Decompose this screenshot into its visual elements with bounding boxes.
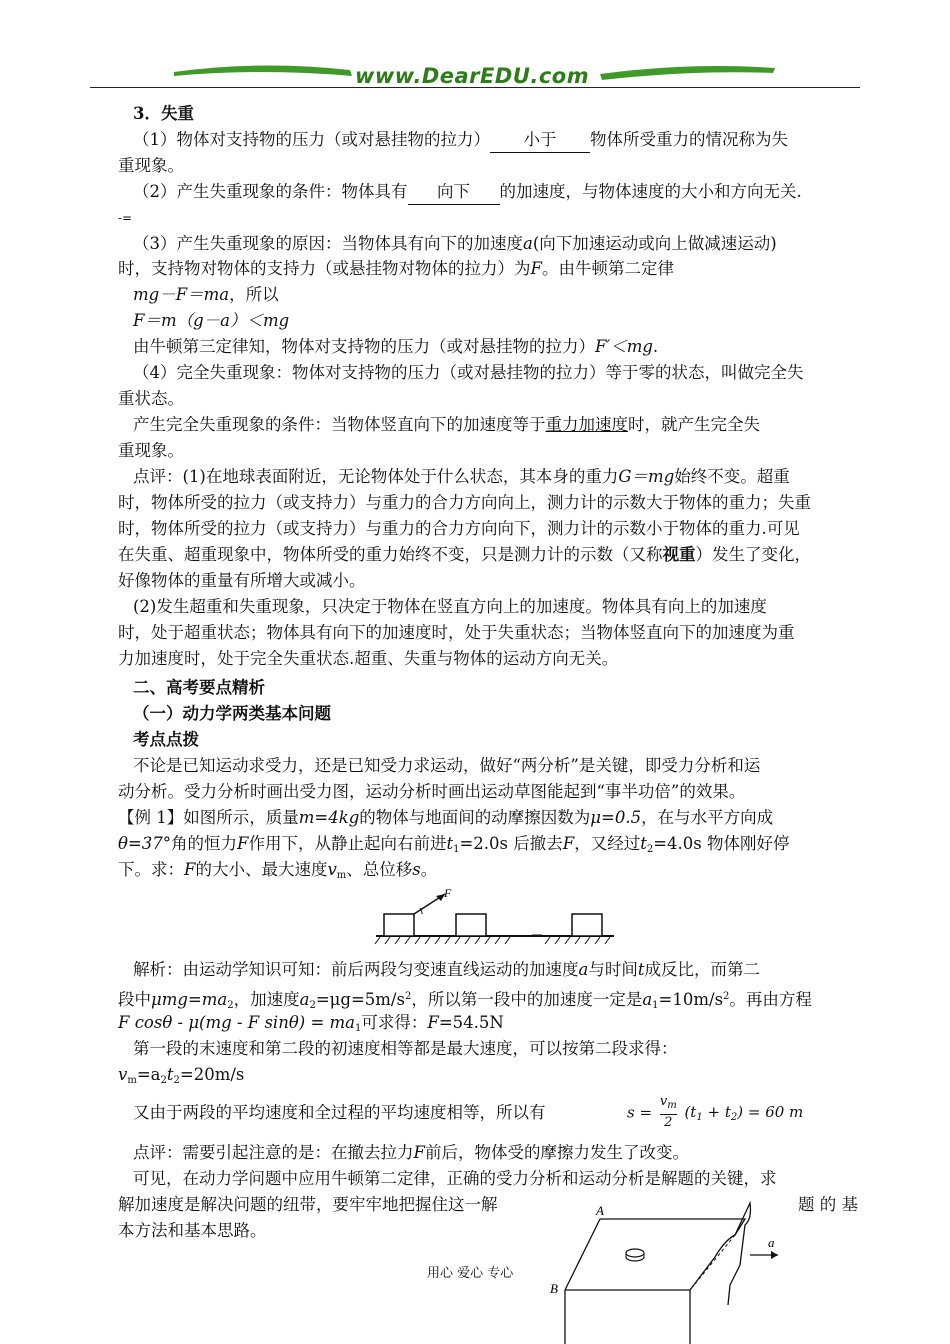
- solution-cont: $v_m=a_2t_2=20m/s$: [118, 1065, 245, 1086]
- paragraph: （2）产生失重现象的条件：物体具有 向下 的加速度，与物体速度的大小和方向无关.: [133, 180, 802, 205]
- comment: (2)发生超重和失重现象，只决定于物体在竖直方向上的加速度。物体具有向上的加速度: [133, 597, 767, 616]
- page-footer: 用心 爱心 专心: [427, 1266, 514, 1281]
- paragraph: （3）产生失重现象的原因：当物体具有向下的加速度a(向下加速运动或向上做减速运动): [133, 234, 777, 253]
- stray-mark: -=: [118, 211, 133, 225]
- answer-blank: 小于: [490, 128, 590, 153]
- average-formula: s = $\frac{v_m}{2}$ $(t_1 + t_2) = 60$ m: [627, 1094, 804, 1130]
- force-label: F: [444, 886, 452, 900]
- paragraph-cont: 重状态。: [118, 389, 184, 408]
- header-rule: [90, 87, 860, 88]
- subsection-heading: （一）动力学两类基本问题: [133, 704, 331, 723]
- paragraph: （4）完全失重现象：物体对支持物的压力（或对悬挂物的拉力）等于零的状态，叫做完全失: [133, 363, 804, 382]
- comment-cont: 在失重、超重现象中，物体所受的重力始终不变，只是测力计的示数（又称视重）发生了变化，: [118, 545, 811, 564]
- paragraph: 由牛顿第三定律知，物体对支持物的压力（或对悬挂物的拉力）F′＜mg.: [133, 337, 659, 356]
- paragraph: 可见，在动力学问题中应用牛顿第二定律，正确的受力分析和运动分析是解题的关键，求: [133, 1169, 777, 1188]
- paragraph-cont: 重现象。: [118, 156, 184, 175]
- answer-blank: 向下: [408, 180, 500, 205]
- paragraph: 产生完全失重现象的条件：当物体竖直向下的加速度等于重力加速度时，就产生完全失: [133, 415, 760, 434]
- solution: 解析：由运动学知识可知：前后两段匀变速直线运动的加速度a与时间t成反比，而第二: [133, 960, 760, 979]
- example-text: 下。求：F的大小、最大速度$v_m$、总位移s。: [118, 860, 438, 881]
- paragraph-cont: 重现象。: [118, 441, 184, 460]
- comment-cont: 时，处于超重状态；物体具有向下的加速度时，处于失重状态；当物体竖直向下的加速度为重: [118, 623, 795, 642]
- box-figure: [540, 1195, 790, 1344]
- equation: F＝m（g－a）＜mg: [133, 311, 290, 330]
- paragraph: （1）物体对支持物的压力（或对悬挂物的拉力） 小于 物体所受重力的情况称为失: [133, 128, 788, 153]
- paragraph-cont: 本方法和基本思路。: [118, 1221, 267, 1240]
- comment: 点评：(1)在地球表面附近，无论物体处于什么状态，其本身的重力G＝mg始终不变。超重: [133, 467, 790, 486]
- solution-cont: 第一段的末速度和第二段的初速度相等都是最大速度，可以按第二段求得：: [133, 1039, 678, 1058]
- section-heading: 二、高考要点精析: [133, 678, 265, 697]
- site-logo[interactable]: www.DearEDU.com: [355, 64, 590, 88]
- solution-cont: 段中$\mu mg=ma_2$，加速度$a_2=\mu g=5m/s^2$，所以第一段中的加速度一定是$a_1=10m/s^2$。再由方程: [118, 990, 812, 1011]
- example-text: θ=37°角的恒力F作用下，从静止起向右前进$t_1=2.0s$ 后撤去F，又经过$t_2=4.0s$ 物体刚好停: [118, 834, 790, 855]
- paragraph-cont: 题 的 基: [798, 1195, 858, 1214]
- acceleration-label: a: [768, 1235, 775, 1250]
- section-title: 3．失重: [133, 104, 194, 123]
- comment-cont: 时，物体所受的拉力（或支持力）与重力的合力方向向下，测力计的示数小于物体的重力.可见: [118, 519, 800, 538]
- example-figure: [372, 884, 617, 946]
- example-text: 【例 1】如图所示，质量m=4kg的物体与地面间的动摩擦因数为μ=0.5，在与水平方向成: [118, 808, 774, 827]
- paragraph-cont: 解加速度是解决问题的纽带，要牢牢地把握住这一解: [118, 1195, 498, 1214]
- paragraph: 不论是已知运动求受力，还是已知受力求运动，做好“两分析”是关键，即受力分析和运: [133, 756, 761, 775]
- comment-cont: 好像物体的重量有所增大或减小。: [118, 571, 366, 590]
- comment: 点评：需要引起注意的是：在撤去拉力F前后，物体受的摩擦力发生了改变。: [133, 1143, 689, 1162]
- subsection-heading: 考点点拨: [133, 730, 199, 749]
- solution-cont: F cosθ - μ(mg - F $\sin\theta) = ma_1$可求得：F=54.5N: [118, 1013, 504, 1034]
- equation: mg－F＝ma，所以: [133, 285, 279, 304]
- comment-cont: 时，物体所受的拉力（或支持力）与重力的合力方向向上，测力计的示数大于物体的重力；失重: [118, 493, 811, 512]
- paragraph-cont: 动分析。受力分析时画出受力图，运动分析时画出运动草图能起到“事半功倍”的效果。: [118, 782, 746, 801]
- comment-cont: 力加速度时，处于完全失重状态.超重、失重与物体的运动方向无关。: [118, 649, 619, 668]
- solution-cont: 又由于两段的平均速度和全过程的平均速度相等，所以有: [133, 1103, 546, 1122]
- label-a-point: A: [596, 1203, 604, 1218]
- paragraph-cont: 时，支持物对物体的支持力（或悬挂物对物体的拉力）为F。由牛顿第二定律: [118, 259, 674, 278]
- label-b-point: B: [550, 1281, 558, 1296]
